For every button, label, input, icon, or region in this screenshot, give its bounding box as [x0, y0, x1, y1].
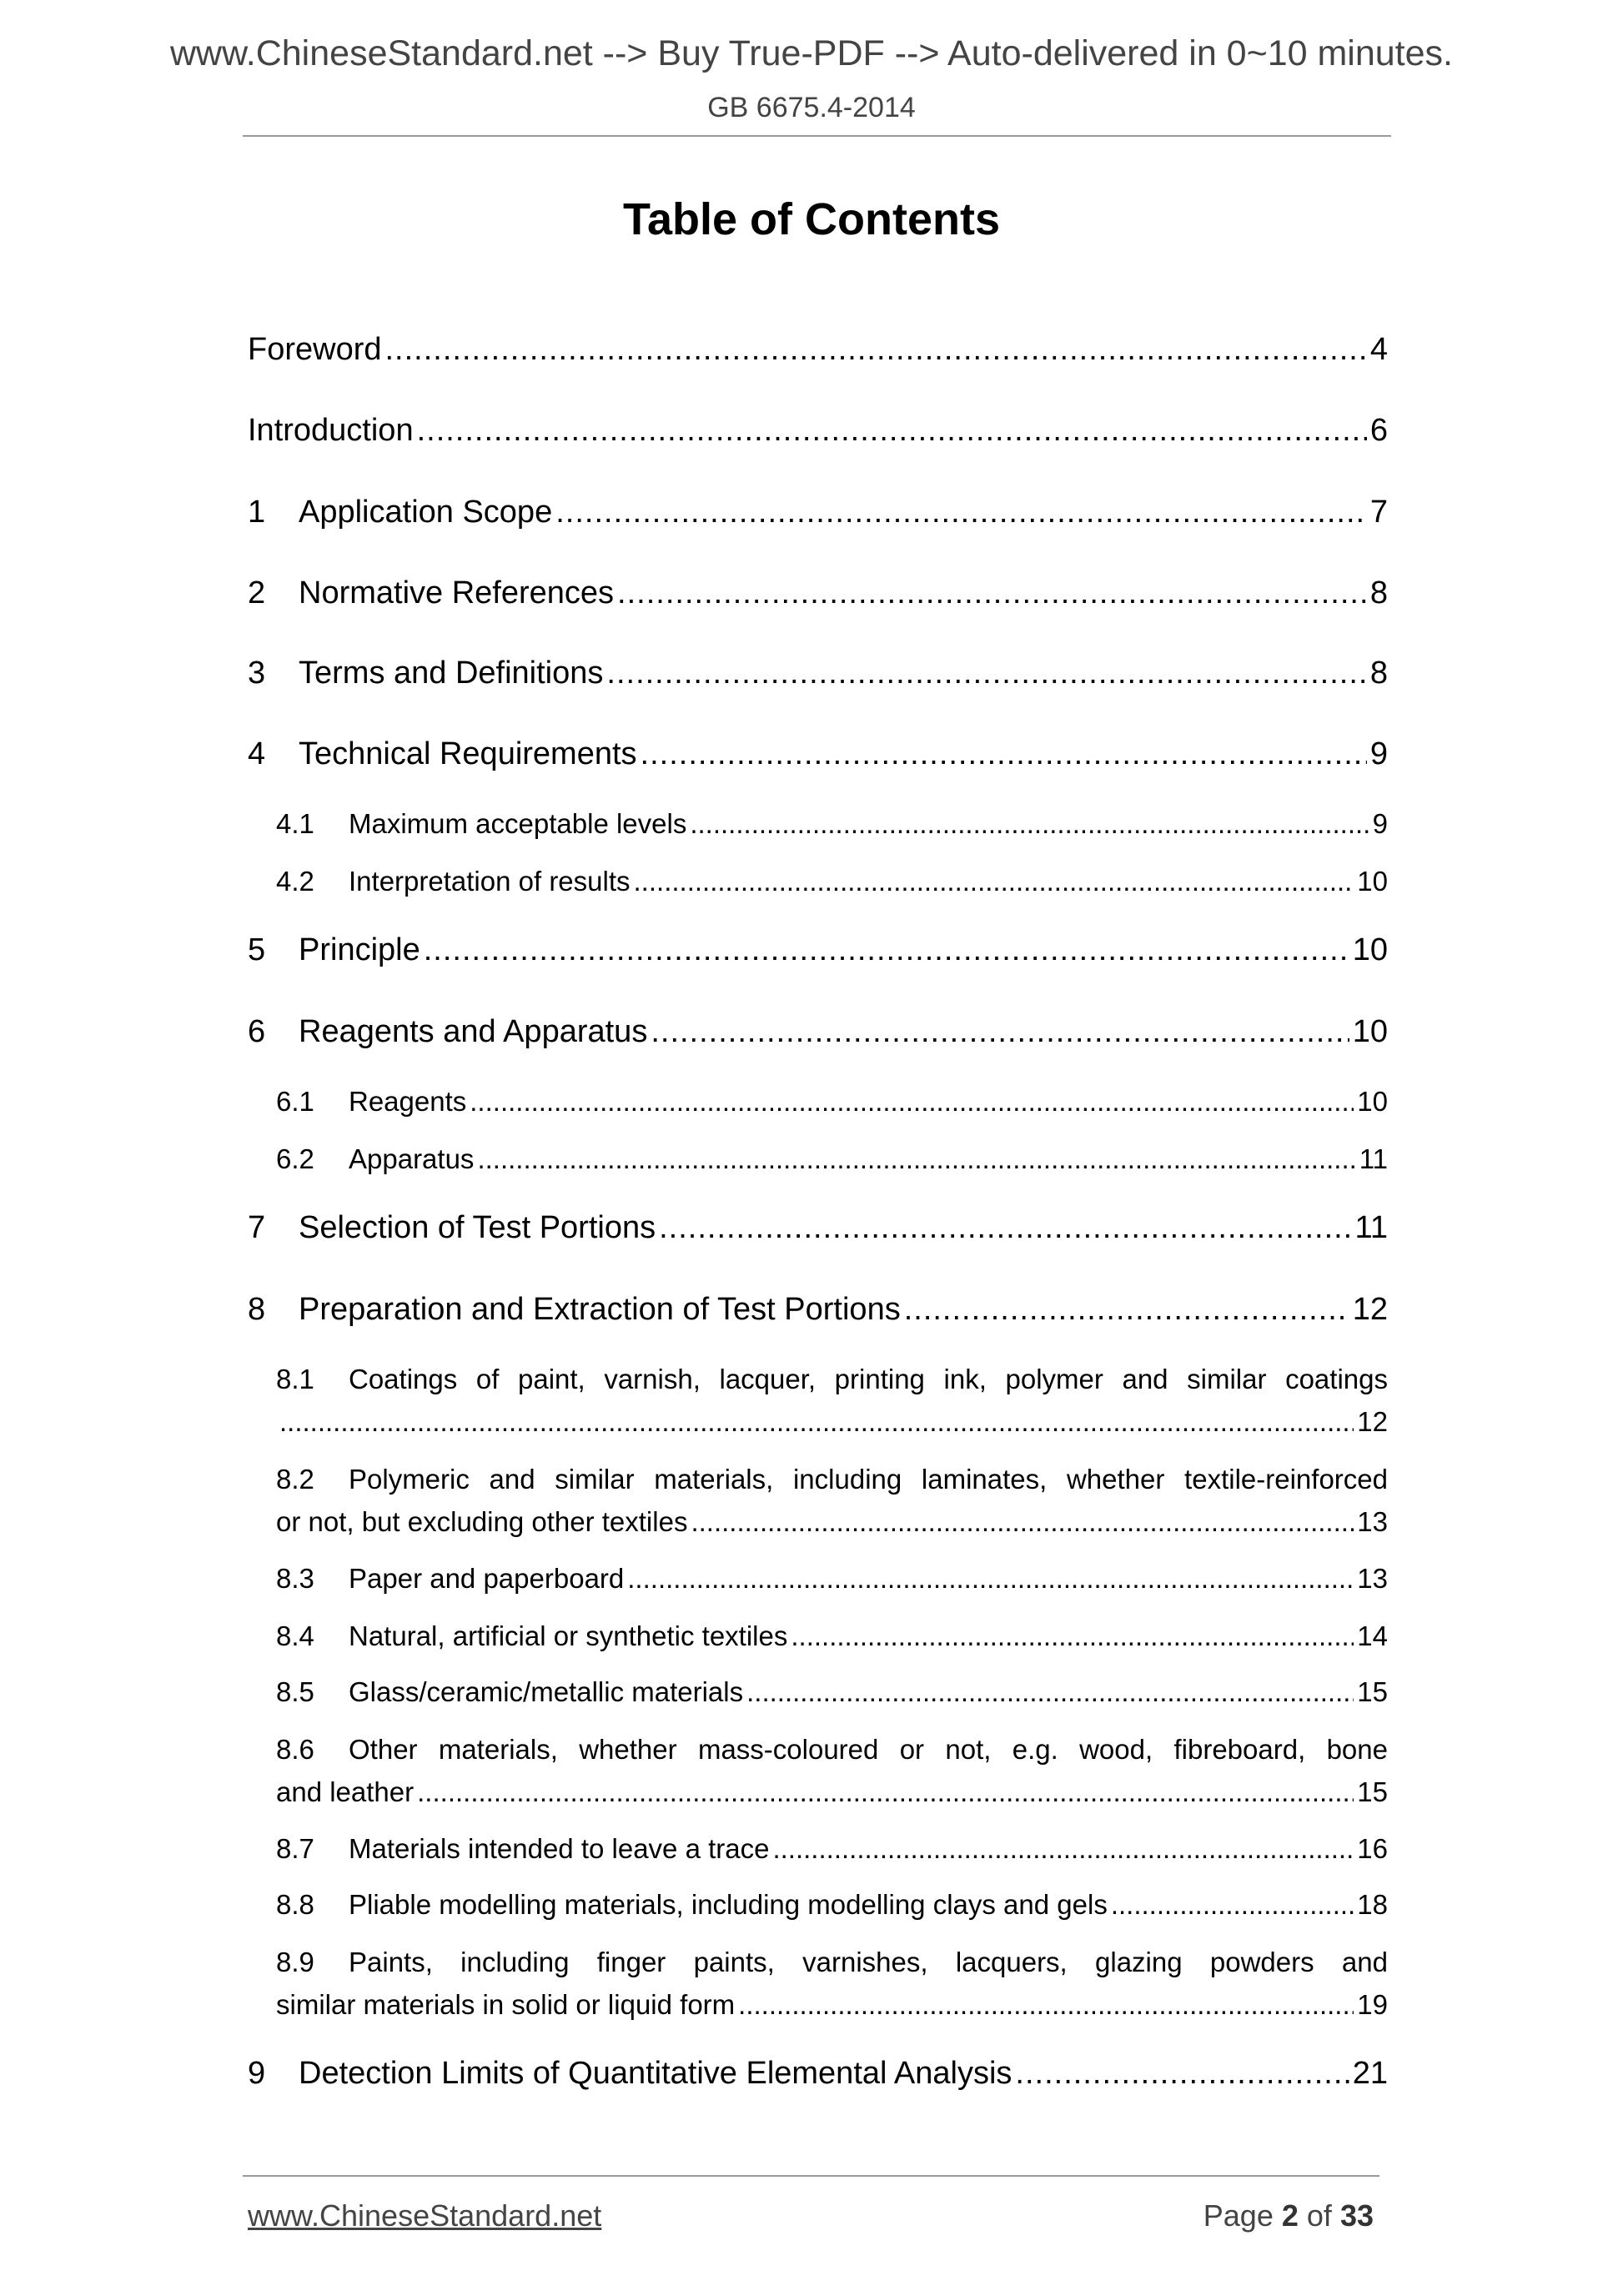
- toc-entry[interactable]: [248, 932, 1388, 974]
- toc-entry-continuation[interactable]: [276, 1776, 1388, 1813]
- dot-leader: [477, 1143, 1355, 1175]
- toc-entry-label: Apparatus: [349, 1143, 475, 1174]
- toc-entry-label: Detection Limits of Quantitative Elemental Analysis: [299, 2056, 1012, 2091]
- toc-entry-label: Introduction: [248, 413, 414, 448]
- dot-leader: [659, 1210, 1351, 1246]
- toc-entry-page: 21: [1352, 2056, 1388, 2091]
- toc-entry[interactable]: [248, 1292, 1388, 1334]
- toc-entry-page: 18: [1357, 1889, 1388, 1920]
- dot-leader: [904, 1292, 1349, 1328]
- dot-leader: [627, 1563, 1354, 1595]
- toc-entry[interactable]: [248, 1210, 1388, 1252]
- toc-entry[interactable]: [248, 736, 1388, 778]
- toc-entry-page: 9: [1372, 808, 1388, 839]
- toc-entry-number: 7: [248, 1210, 266, 1245]
- toc-entry-page: 11: [1354, 1210, 1388, 1245]
- toc-entry-number: 5: [248, 932, 266, 967]
- toc-entry-page: 15: [1357, 1676, 1388, 1707]
- toc-entry-number: 8.1: [276, 1364, 314, 1394]
- toc-entry[interactable]: [276, 1889, 1388, 1926]
- toc-entry-number: 8.4: [276, 1620, 314, 1651]
- toc-entry[interactable]: [276, 1143, 1388, 1180]
- toc-entry-page: 16: [1357, 1833, 1388, 1864]
- page-title: Table of Contents: [623, 194, 1000, 244]
- toc-entry-number: 8.5: [276, 1676, 314, 1707]
- toc-entry[interactable]: [276, 808, 1388, 845]
- toc-entry-page: 10: [1352, 932, 1388, 967]
- page-label: Page: [1203, 2198, 1274, 2233]
- toc-entry-label: Normative References: [299, 575, 615, 610]
- toc-entry-number: 4.2: [276, 866, 314, 897]
- toc-entry-continuation[interactable]: [276, 1406, 1388, 1443]
- toc-entry-label: Preparation and Extraction of Test Portions: [299, 1292, 901, 1327]
- toc-entry[interactable]: [276, 1364, 1388, 1400]
- toc-entry-label: Paper and paperboard: [349, 1563, 625, 1594]
- toc-entry-number: 6: [248, 1014, 266, 1049]
- toc-entry-page: 10: [1352, 1014, 1388, 1049]
- toc-entry-number: 8.3: [276, 1563, 314, 1594]
- document-code: GB 6675.4-2014: [707, 92, 916, 123]
- toc-entry-label: Principle: [299, 932, 420, 967]
- dot-leader: [690, 808, 1369, 840]
- toc-entry-page: 12: [1352, 1292, 1388, 1327]
- toc-entry-page: 8: [1369, 575, 1388, 610]
- toc-entry-page: 7: [1369, 495, 1388, 530]
- dot-leader: [417, 413, 1367, 449]
- toc-entry[interactable]: [248, 495, 1388, 536]
- toc-entry[interactable]: [276, 1086, 1388, 1123]
- dot-leader: [772, 1833, 1354, 1865]
- toc-entry-label: Terms and Definitions: [299, 656, 604, 691]
- dot-leader: [1111, 1889, 1354, 1921]
- header-rule: [243, 135, 1391, 137]
- page-indicator: [1203, 2198, 1374, 2233]
- toc-entry-number: 8.7: [276, 1833, 314, 1864]
- toc-entry-label: Selection of Test Portions: [299, 1210, 656, 1245]
- toc-entry[interactable]: [276, 1464, 1388, 1500]
- toc-entry-page: 6: [1369, 413, 1388, 448]
- dot-leader: [634, 866, 1354, 897]
- toc-entry-label: Coatings of paint, varnish, lacquer, printing ink, polymer and similar coatings: [349, 1364, 1388, 1394]
- toc-entry-number: 1: [248, 495, 266, 530]
- dot-leader: [424, 932, 1349, 968]
- dot-leader: [279, 1406, 1354, 1438]
- toc-entry-page: 10: [1357, 866, 1388, 897]
- header-banner: www.ChineseStandard.net --> Buy True-PDF --> Auto-delivered in 0~10 minutes.: [169, 33, 1453, 73]
- toc-entry[interactable]: [248, 2056, 1388, 2098]
- toc-entry-page: 13: [1357, 1563, 1388, 1594]
- dot-leader: [385, 332, 1367, 368]
- toc-entry-label-continued: similar materials in solid or liquid form: [276, 1989, 736, 2020]
- toc-entry-number: 8: [248, 1292, 266, 1327]
- toc-entry-number: 8.9: [276, 1947, 314, 1977]
- toc-entry[interactable]: [276, 866, 1388, 902]
- toc-entry-label: Pliable modelling materials, including modelling clays and gels: [349, 1889, 1108, 1920]
- toc-entry-label: Reagents and Apparatus: [299, 1014, 648, 1049]
- page-current: 2: [1281, 2198, 1299, 2233]
- page-of: of: [1306, 2198, 1332, 2233]
- dot-leader: [470, 1086, 1354, 1118]
- toc-entry-page: 15: [1357, 1776, 1388, 1807]
- toc-entry-label: Other materials, whether mass-coloured or not, e.g. wood, fibreboard, bone: [349, 1734, 1388, 1765]
- dot-leader: [691, 1506, 1354, 1538]
- toc-entry[interactable]: [248, 413, 1388, 455]
- toc-entry-number: 9: [248, 2056, 266, 2091]
- dot-leader: [417, 1776, 1354, 1808]
- toc-entry-label: Glass/ceramic/metallic materials: [349, 1676, 744, 1707]
- toc-entry-label-continued: or not, but excluding other textiles: [276, 1506, 688, 1537]
- toc-entry-label-continued: and leather: [276, 1776, 415, 1807]
- toc-entry-number: 8.6: [276, 1734, 314, 1765]
- dot-leader: [555, 495, 1367, 530]
- toc-entry-number: 8.2: [276, 1464, 314, 1495]
- toc-entry[interactable]: [276, 1620, 1388, 1657]
- toc-entry[interactable]: [276, 1833, 1388, 1870]
- toc-entry-continuation[interactable]: [276, 1506, 1388, 1543]
- toc-entry-label: Materials intended to leave a trace: [349, 1833, 770, 1864]
- footer-rule: [243, 2175, 1379, 2177]
- dot-leader: [651, 1014, 1349, 1050]
- toc-entry-number: 3: [248, 656, 266, 691]
- page-total: 33: [1339, 2198, 1374, 2233]
- toc-entry[interactable]: [276, 1563, 1388, 1600]
- toc-entry[interactable]: [248, 575, 1388, 617]
- toc-entry[interactable]: [248, 332, 1388, 374]
- dot-leader: [606, 656, 1366, 691]
- toc-entry-label: Reagents: [349, 1086, 467, 1117]
- toc-entry-label: Technical Requirements: [299, 736, 637, 771]
- toc-entry[interactable]: [276, 1676, 1388, 1713]
- dot-leader: [746, 1676, 1354, 1708]
- toc-entry-label: Paints, including finger paints, varnishes, lacquers, glazing powders and: [349, 1947, 1388, 1977]
- toc-entry[interactable]: [248, 1014, 1388, 1056]
- toc-entry[interactable]: [248, 656, 1388, 697]
- toc-entry-label: Interpretation of results: [349, 866, 631, 897]
- toc-entry-page: 11: [1359, 1143, 1388, 1174]
- toc-entry-number: 6.2: [276, 1143, 314, 1174]
- toc-entry-label: Polymeric and similar materials, including laminates, whether textile-reinforced: [349, 1464, 1388, 1495]
- toc-entry-label: Foreword: [248, 332, 382, 367]
- toc-entry[interactable]: [276, 1947, 1388, 1983]
- dot-leader: [641, 736, 1367, 772]
- toc-entry-page: 9: [1369, 736, 1388, 771]
- toc-entry-number: 2: [248, 575, 266, 610]
- toc-entry-page: 8: [1369, 656, 1388, 691]
- toc-entry-label: Maximum acceptable levels: [349, 808, 687, 839]
- toc-entry-number: 8.8: [276, 1889, 314, 1920]
- dot-leader: [1015, 2056, 1349, 2092]
- toc-entry-page: 4: [1369, 332, 1388, 367]
- toc-entry-page: 13: [1357, 1506, 1388, 1537]
- footer-website-link[interactable]: www.ChineseStandard.net: [248, 2198, 602, 2233]
- toc-entry-continuation[interactable]: [276, 1989, 1388, 2026]
- dot-leader: [738, 1989, 1354, 2021]
- toc-entry-number: 4: [248, 736, 266, 771]
- toc-entry-page: 14: [1357, 1620, 1388, 1651]
- dot-leader: [617, 575, 1367, 611]
- toc-entry[interactable]: [276, 1734, 1388, 1771]
- toc-entry-page: 10: [1357, 1086, 1388, 1117]
- toc-entry-page: 12: [1357, 1406, 1388, 1437]
- toc-entry-label: Application Scope: [299, 495, 553, 530]
- dot-leader: [791, 1620, 1354, 1652]
- toc-entry-number: 6.1: [276, 1086, 314, 1117]
- toc-entry-page: 19: [1357, 1989, 1388, 2020]
- toc-entry-label: Natural, artificial or synthetic textiles: [349, 1620, 788, 1651]
- toc-entry-number: 4.1: [276, 808, 314, 839]
